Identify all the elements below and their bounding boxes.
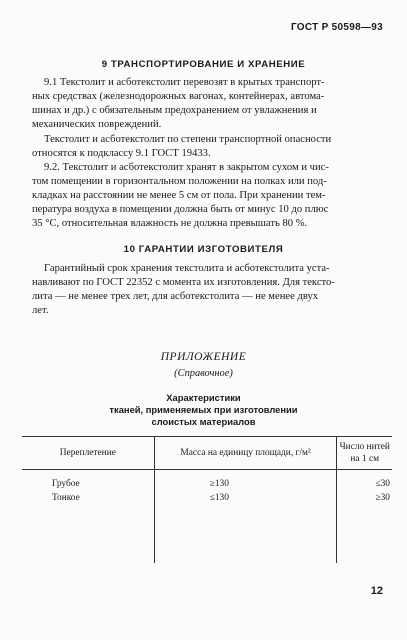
page-number: 12 [370, 585, 383, 597]
section-9-title: 9 ТРАНСПОРТИРОВАНИЕ И ХРАНЕНИЕ [101, 59, 306, 70]
text-line: механических повреждений. [32, 119, 162, 130]
table-row [22, 470, 392, 492]
caption-line: тканей, применяемых при изготовлении [109, 404, 298, 415]
text-line: ных средствах (железнодорожных вагонах, контейнерах, автома- [32, 91, 325, 102]
cell-mass: ≤130 [154, 491, 337, 563]
cell-mass: ≥130 [154, 470, 337, 492]
table-header-row [22, 437, 392, 470]
cell-weave: Тонкое [52, 493, 80, 503]
document-header: ГОСТ Р 50598—93 [290, 22, 383, 33]
text-line: пература воздуха в помещении должна быть от минус 10 до плюс [32, 204, 329, 215]
table-row [22, 491, 392, 563]
text-line: шинах и др.) с обязательным предохранением от увлажнения и [32, 105, 317, 116]
column-header-threads: Число нитей на 1 см [337, 437, 392, 470]
caption-line: Характеристики [166, 392, 241, 403]
text-line: том помещении в горизонтальном положении на полках или под- [32, 176, 327, 187]
text-line: 9.2. Текстолит и асботекстолит хранят в закрытом сухом и чис- [44, 162, 329, 173]
appendix-subtitle: (Справочное) [174, 368, 233, 379]
table-caption [0, 392, 407, 428]
text-line: относятся к подклассу 9.1 ГОСТ 19433. [32, 148, 211, 159]
text-line: Гарантийный срок хранения текстолита и асботекстолита уста- [44, 263, 330, 274]
section-10-paragraph-1 [32, 262, 386, 318]
column-header-weave: Переплетение [22, 437, 154, 470]
cell-weave: Грубое [52, 479, 80, 489]
text-line: 9.1 Текстолит и асботекстолит перевозят в крытых транспорт- [44, 77, 325, 88]
text-line: навливают по ГОСТ 22352 с момента их изготовления. Для тексто- [32, 277, 335, 288]
section-10-title: 10 ГАРАНТИИ ИЗГОТОВИТЕЛЯ [123, 244, 284, 255]
appendix-title: ПРИЛОЖЕНИЕ [160, 351, 247, 363]
text-line: 35 °С, относительная влажность не должна превышать 80 %. [32, 218, 308, 229]
fabric-characteristics-table [22, 436, 392, 563]
section-9-paragraph-3 [32, 161, 386, 231]
caption-line: слоистых материалов [151, 416, 256, 427]
section-9-paragraph-2 [32, 133, 386, 161]
section-9-paragraph-1 [32, 76, 386, 132]
column-header-mass: Масса на единицу площади, г/м² [154, 437, 337, 470]
text-line: Текстолит и асботекстолит по степени транспортной опасности [44, 134, 332, 145]
cell-threads: ≤30 [337, 470, 392, 492]
text-line: лет. [32, 305, 49, 316]
text-line: лита — не менее трех лет, для асботекстолита — не менее двух [32, 291, 319, 302]
cell-threads: ≥30 [337, 491, 392, 563]
text-line: кладках на расстоянии не менее 5 см от пола. При хранении тем- [32, 190, 326, 201]
